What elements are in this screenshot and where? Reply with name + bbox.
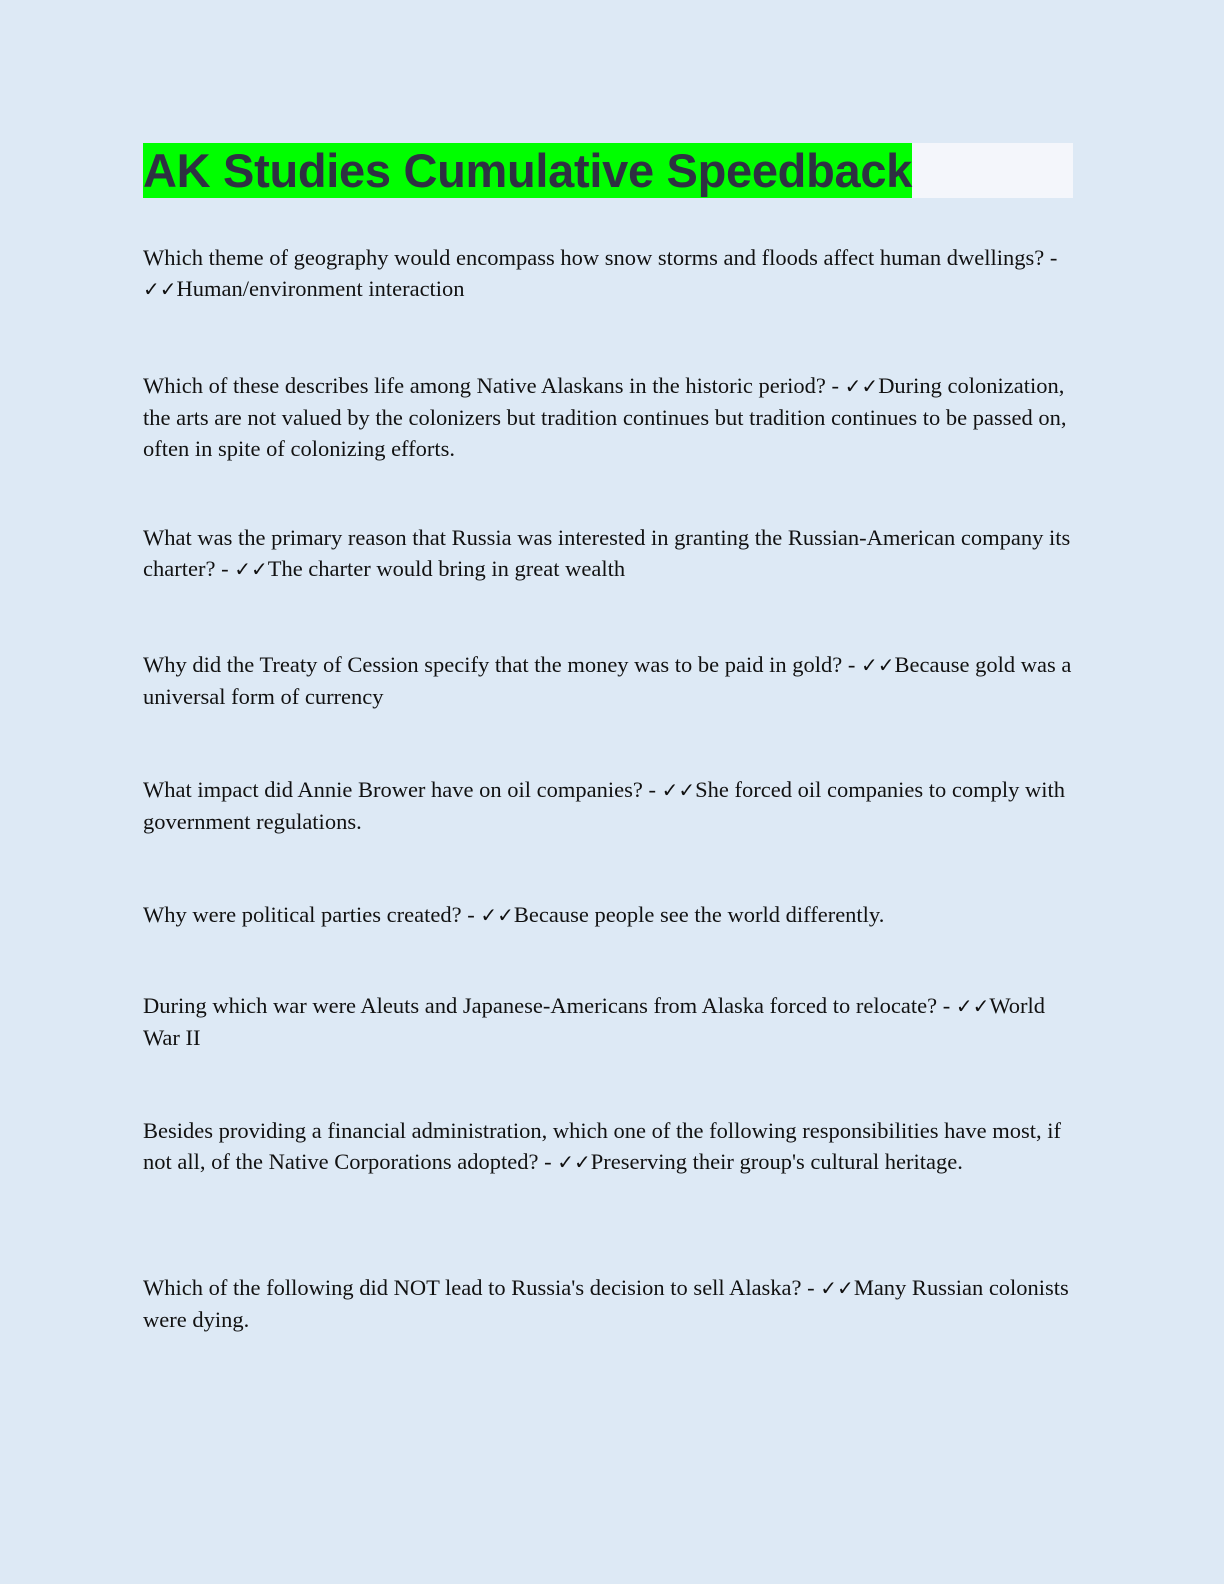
- qa-item: [143, 774, 1083, 837]
- answer-text: Many Russian colonists were dying.: [143, 1275, 1069, 1332]
- title-bar: [143, 143, 1073, 198]
- answer-text: During colonization, the arts are not valued by the colonizers but tradition continues but tradition continues to be passed on, often in spite of colonizing efforts.: [143, 373, 1067, 461]
- separator: -: [461, 902, 481, 927]
- qa-item: [143, 1115, 1083, 1178]
- answer-text: The charter would bring in great wealth: [267, 556, 626, 581]
- separator: -: [937, 993, 956, 1018]
- check-icon: ✓✓: [861, 653, 895, 677]
- check-icon: ✓✓: [143, 277, 177, 301]
- answer-text: World War II: [143, 993, 1046, 1050]
- qa-item: [143, 899, 1083, 931]
- question-text: Why were political parties created?: [143, 902, 462, 927]
- qa-item: [143, 522, 1083, 585]
- separator: -: [215, 556, 235, 581]
- check-icon: ✓✓: [557, 1150, 591, 1174]
- separator: -: [538, 1149, 558, 1174]
- check-icon: ✓✓: [844, 374, 879, 398]
- question-text: Besides providing a financial administration, which one of the following responsibilities have most, if not all, of the Native Corporations adopted?: [143, 1118, 1061, 1174]
- check-icon: ✓✓: [820, 1276, 854, 1300]
- check-icon: ✓✓: [661, 778, 696, 802]
- qa-item: [143, 1272, 1083, 1335]
- question-text: Which of the following did NOT lead to Russia's decision to sell Alaska?: [143, 1275, 802, 1300]
- question-text: What impact did Annie Brower have on oil companies?: [143, 777, 643, 802]
- check-icon: ✓✓: [955, 994, 990, 1018]
- qa-item: [143, 370, 1083, 464]
- check-icon: ✓✓: [480, 903, 514, 927]
- page-title: AK Studies Cumulative Speedback: [143, 144, 913, 197]
- question-text: Which theme of geography would encompass how snow storms and floods affect human dwellings?: [143, 245, 1045, 270]
- qa-item: [143, 990, 1083, 1053]
- separator: -: [801, 1275, 821, 1300]
- answer-text: Because people see the world differently.: [513, 902, 885, 927]
- qa-item: [143, 242, 1083, 305]
- check-icon: ✓✓: [234, 557, 268, 581]
- question-text: What was the primary reason that Russia was interested in granting the Russian-American company its charter?: [143, 525, 1071, 581]
- answer-text: Human/environment interaction: [176, 276, 465, 301]
- qa-item: [143, 649, 1083, 712]
- answer-text: She forced oil companies to comply with government regulations.: [143, 777, 1066, 834]
- separator: -: [642, 777, 662, 802]
- question-text: Why did the Treaty of Cession specify that the money was to be paid in gold?: [143, 652, 843, 677]
- answer-text: Preserving their group's cultural heritage.: [590, 1149, 963, 1174]
- separator: -: [842, 652, 862, 677]
- separator: -: [1044, 245, 1058, 270]
- separator: -: [825, 373, 845, 398]
- answer-text: Because gold was a universal form of currency: [143, 652, 1072, 709]
- question-text: During which war were Aleuts and Japanese-Americans from Alaska forced to relocate?: [143, 993, 938, 1018]
- question-text: Which of these describes life among Native Alaskans in the historic period?: [143, 373, 826, 398]
